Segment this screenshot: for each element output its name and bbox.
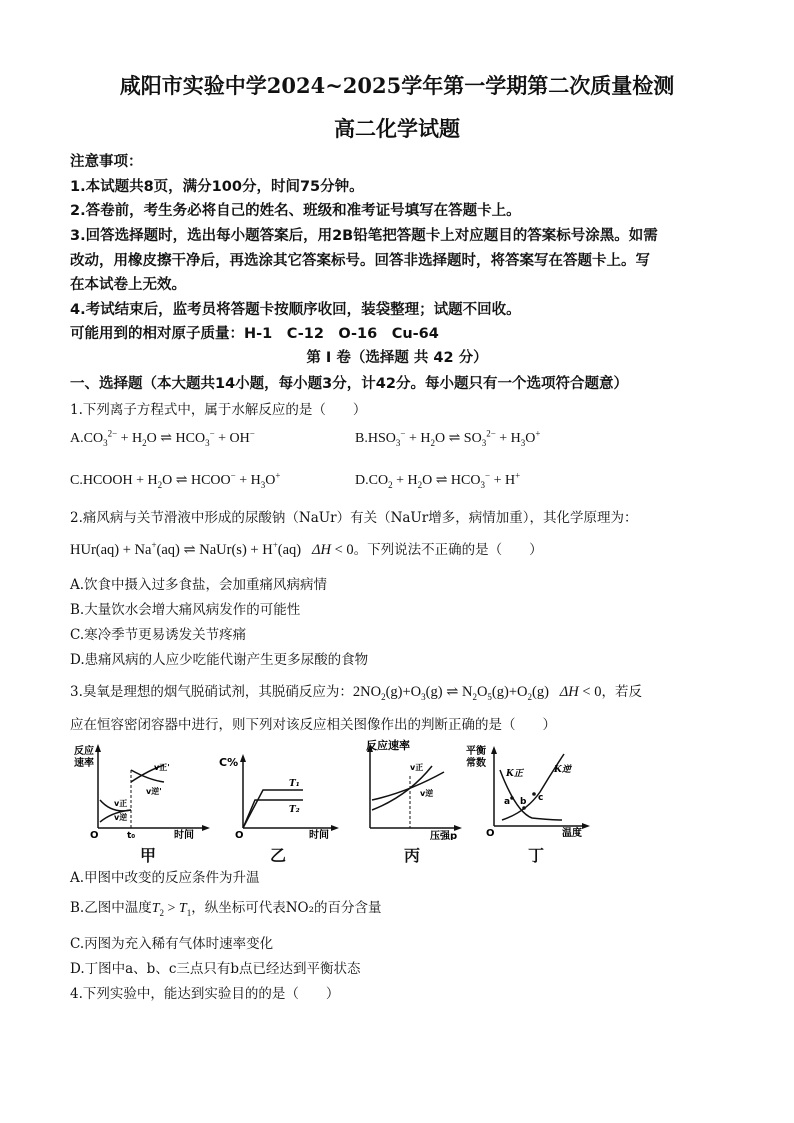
q1-option-c: C.HCOOH + $H_2O$ ⇌ HCOO− + $H_3O^+$ — [70, 470, 281, 490]
q2-stem: 2.痛风病与关节滑液中形成的尿酸钠（NaUr）有关（NaUr增多，病情加重），其化学原理为： — [70, 510, 638, 526]
svg-text:O: O — [90, 830, 99, 840]
bing-xlabel: 压强p — [430, 831, 458, 840]
q3-option-d: D.丁图中a、b、c三点只有b点已经达到平衡状态 — [70, 961, 361, 977]
graph-yi-label: 乙 — [270, 846, 287, 865]
graph-bing-label: 丙 — [404, 846, 421, 865]
ding-label-kz: K正 — [506, 769, 523, 779]
yi-t2: T₂ — [289, 805, 300, 815]
ding-ylabel1: 平衡 — [466, 746, 486, 757]
q2-equation: HUr(aq) + Na+(aq) ⇌ NaUr(s) + H+(aq) ΔH < 0。下列说法不正确的是（ ） — [70, 540, 543, 558]
jia-label-vn2: v逆' — [146, 787, 162, 796]
q1-stem: 1.下列离子方程式中，属于水解反应的是（ ） — [70, 402, 367, 418]
notes-heading: 注意事项： — [70, 154, 143, 170]
graph-ding — [466, 742, 596, 840]
q1-option-d: $D.CO_2 + H_2O$ ⇌ $HCO_3^- + H^+$ — [355, 470, 521, 490]
bing-ylabel: 反应速率 — [366, 739, 410, 752]
jia-ylabel2: 速率 — [74, 758, 94, 769]
q3-option-a: A.甲图中改变的反应条件为升温 — [70, 870, 260, 886]
jia-xlabel: 时间 — [174, 830, 194, 840]
ding-curve-kn — [502, 754, 564, 820]
note-3-line2: 改动，用橡皮擦干净后，再选涂其它答案标号。回答非选择题时，将答案写在答题卡上。写 — [70, 253, 650, 269]
ding-point-a: a — [504, 797, 511, 807]
svg-text:O: O — [235, 830, 244, 840]
note-2: 2.答卷前，考生务必将自己的姓名、班级和准考证号填写在答题卡上。 — [70, 203, 521, 219]
bing-curve-vz — [372, 766, 432, 810]
yi-xlabel: 时间 — [309, 830, 329, 840]
q3-option-c: C.丙图为充入稀有气体时速率变化 — [70, 936, 274, 952]
jia-ylabel1: 反应 — [74, 746, 94, 757]
graph-ding-label: 丁 — [528, 846, 545, 865]
graph-jia-label: 甲 — [140, 846, 157, 865]
jia-label-vn: v逆 — [114, 813, 128, 822]
atomic-masses: 可能用到的相对原子质量：H-1 C-12 O-16 Cu-64 — [70, 326, 439, 342]
jia-t0: t₀ — [127, 831, 136, 840]
q1-option-a: $A.CO_3^{2-} + H_2O$ ⇌ $HCO_3^- + OH^-$ — [70, 428, 255, 448]
q3-option-b: B.乙图中温度$T_2 > T_1$，纵坐标可代表NO₂的百分含量 — [70, 900, 382, 918]
ding-xlabel: 温度 — [562, 828, 582, 839]
q3-stem-line2: 应在恒容密闭容器中进行，则下列对该反应相关图像作出的判断正确的是（ ） — [70, 717, 556, 733]
note-3-line1: 3.回答选择题时，选出每小题答案后，用2B铅笔把答题卡上对应题目的答案标号涂黑。如需 — [70, 228, 658, 244]
q2-option-d: D.患痛风病的人应少吃能代谢产生更多尿酸的食物 — [70, 652, 369, 668]
q2-option-b: B.大量饮水会增大痛风病发作的可能性 — [70, 602, 301, 618]
svg-text:O: O — [486, 828, 495, 839]
bing-label-vz: v正 — [410, 763, 424, 772]
graph-bing — [358, 736, 468, 840]
ding-point-c: c — [538, 793, 544, 803]
section-heading: 一、选择题（本大题共14小题，每小题3分，计42分。每小题只有一个选项符合题意） — [70, 376, 628, 392]
note-3-line3: 在本试卷上无效。 — [70, 277, 186, 293]
ding-label-kn: K逆 — [554, 765, 571, 775]
exam-subtitle: 高二化学试题 — [334, 116, 460, 141]
yi-ylabel: C% — [219, 756, 239, 769]
graph-jia — [74, 740, 214, 840]
bing-label-vn: v逆 — [420, 789, 434, 798]
q3-stem-line1: 3.臭氧是理想的烟气脱硝试剂，其脱硝反应为：$2NO_2(g)+O_3(g)$ ⇌ $N_2O_5(g)+O_2(g) \Delta H < 0$，若反 — [70, 684, 642, 702]
part-title: 第 I 卷（选择题 共 42 分） — [306, 350, 488, 366]
jia-label-vz: v正 — [114, 799, 128, 808]
jia-label-vz2: v正' — [154, 763, 170, 772]
note-1: 1.本试题共8页，满分100分，时间75分钟。 — [70, 179, 364, 195]
yi-t1: T₁ — [289, 779, 300, 789]
ding-ylabel2: 常数 — [466, 758, 486, 769]
q1-option-b: $B.HSO_3^- + H_2O$ ⇌ $SO_3^{2-} + H_3O^+$ — [355, 428, 541, 448]
graph-yi — [215, 752, 345, 840]
q4-stem: 4.下列实验中，能达到实验目的的是（ ） — [70, 986, 340, 1002]
ding-point-b: b — [520, 797, 527, 807]
q2-option-c: C.寒冷季节更易诱发关节疼痛 — [70, 627, 247, 643]
exam-title: 咸阳市实验中学2024~2025学年第一学期第二次质量检测 — [119, 73, 675, 98]
note-4: 4.考试结束后，监考员将答题卡按顺序收回，装袋整理；试题不回收。 — [70, 302, 521, 318]
q2-option-a: A.饮食中摄入过多食盐，会加重痛风病病情 — [70, 577, 328, 593]
